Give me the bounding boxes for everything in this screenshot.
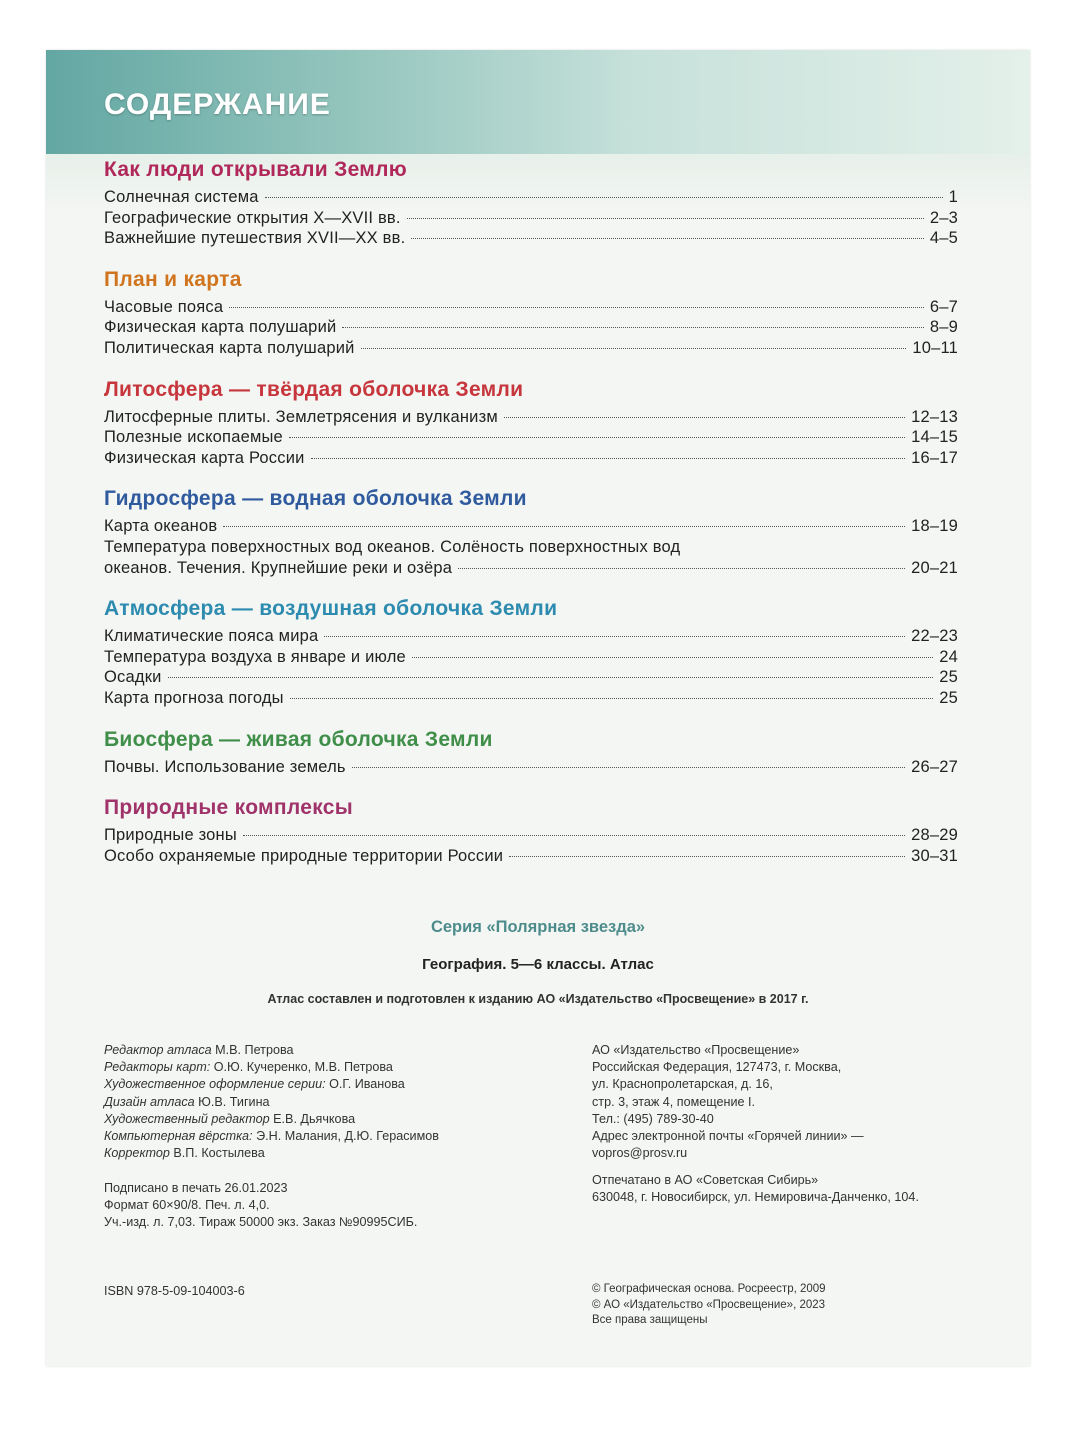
toc-leader-dots	[509, 856, 905, 857]
credit-line	[104, 1145, 544, 1162]
toc-entry[interactable]	[104, 427, 958, 448]
toc-page-number: 16–17	[911, 448, 958, 467]
printer-line: 630048, г. Новосибирск, ул. Немировича-Данченко, 104.	[592, 1190, 919, 1205]
toc-entry[interactable]	[104, 537, 958, 558]
credit-name: М.В. Петрова	[215, 1043, 294, 1057]
toc-section-title: Природные комплексы	[104, 796, 353, 820]
toc-entry-title: Солнечная система	[104, 188, 259, 206]
copyright-info	[592, 1282, 1012, 1329]
credits-list	[104, 1042, 544, 1162]
toc-entry[interactable]	[104, 448, 958, 469]
toc-section	[104, 709, 958, 778]
toc-entry[interactable]	[104, 846, 958, 867]
section-gap	[104, 249, 958, 263]
section-gap	[104, 777, 958, 791]
toc-entry-title: Температура воздуха в январе и июле	[104, 647, 406, 666]
publisher-line: Российская Федерация, 127473, г. Москва,	[592, 1060, 842, 1075]
compiled-note: Атлас составлен и подготовлен к изданию АО «Издательство «Просвещение» в 2017 г.	[267, 992, 809, 1006]
toc-leader-dots	[342, 327, 923, 328]
toc-entry-title: Литосферные плиты. Землетрясения и вулканизм	[104, 407, 498, 426]
toc-entry[interactable]	[104, 208, 958, 229]
toc-leader-dots	[289, 437, 905, 438]
isbn: ISBN 978-5-09-104003-6	[104, 1284, 245, 1298]
toc-page-number: 25	[939, 688, 958, 707]
print-info-line: Уч.-изд. л. 7,03. Тираж 50000 экз. Заказ №90995СИБ.	[104, 1215, 418, 1230]
credit-line	[104, 1128, 544, 1145]
toc-leader-dots	[324, 636, 905, 637]
page-title: СОДЕРЖАНИЕ	[104, 88, 331, 121]
publisher-line: стр. 3, этаж 4, помещение I.	[592, 1094, 755, 1109]
credit-role: Корректор	[104, 1146, 170, 1161]
toc-leader-dots	[361, 348, 907, 349]
toc-entry-title: Температура поверхностных вод океанов. Солёность поверхностных вод	[104, 537, 681, 556]
toc-section-title: Биосфера — живая оболочка Земли	[104, 727, 493, 751]
toc-section-title: Литосфера — твёрдая оболочка Земли	[104, 377, 524, 401]
toc-entry-title: Карта океанов	[104, 517, 218, 536]
toc-page-number: 18–19	[911, 517, 958, 536]
toc-entry-title: Климатические пояса мира	[104, 627, 319, 646]
toc-section-title: Атмосфера — воздушная оболочка Земли	[104, 597, 558, 621]
toc-section-title: Как люди открывали Землю	[104, 158, 407, 181]
toc-page-number: 10–11	[912, 338, 958, 357]
publisher-line: ул. Краснопролетарская, д. 16,	[592, 1077, 773, 1092]
toc-entry[interactable]	[104, 516, 958, 537]
book-title: География. 5—6 классы. Атлас	[422, 956, 654, 973]
publisher-line: Тел.: (495) 789-30-40	[592, 1111, 714, 1126]
toc-leader-dots	[458, 568, 905, 569]
credit-name: В.П. Костылева	[173, 1146, 265, 1161]
section-gap	[104, 709, 958, 723]
copyright-line: © АО «Издательство «Просвещение», 2023	[592, 1298, 826, 1311]
toc-entry-title: Физическая карта России	[104, 448, 305, 467]
toc-entry[interactable]	[104, 626, 958, 647]
printer-info	[592, 1172, 1012, 1206]
atlas-page	[46, 50, 1030, 1366]
toc-page-number: 22–23	[911, 627, 958, 646]
toc-page-number: 30–31	[911, 846, 958, 865]
toc-leader-dots	[265, 197, 943, 198]
toc-entry-title: Физическая карта полушарий	[104, 318, 337, 337]
publisher-line: АО «Издательство «Просвещение»	[592, 1043, 800, 1057]
toc-page-number: 25	[939, 668, 958, 687]
publisher-email: vopros@prosv.ru	[592, 1146, 688, 1161]
toc-page-number: 20–21	[911, 558, 958, 577]
toc-entry[interactable]	[104, 407, 958, 428]
credit-line	[104, 1042, 544, 1059]
toc-entry-title: Географические открытия X—XVII вв.	[104, 208, 401, 227]
toc-entry-title: Карта прогноза погоды	[104, 688, 284, 707]
section-gap	[104, 578, 958, 592]
toc-entry[interactable]	[104, 297, 958, 318]
toc-entry-title: Почвы. Использование земель	[104, 757, 346, 776]
toc-section	[104, 359, 958, 469]
credit-role: Редакторы карт:	[104, 1060, 211, 1075]
toc-page-number: 2–3	[929, 208, 958, 227]
print-info-line: Формат 60×90/8. Печ. л. 4,0.	[104, 1198, 270, 1213]
credit-role: Компьютерная вёрстка:	[104, 1129, 253, 1144]
toc-leader-dots	[243, 835, 905, 836]
toc-section	[104, 578, 958, 708]
toc-page-number: 1	[948, 188, 958, 206]
toc-entry-title: Полезные ископаемые	[104, 428, 283, 447]
toc-entry-title: Особо охраняемые природные территории России	[104, 846, 504, 865]
credit-role: Дизайн атласа	[104, 1094, 195, 1109]
credit-role: Художественный редактор	[104, 1111, 270, 1126]
toc-page-number: 6–7	[929, 297, 958, 316]
credit-line	[104, 1076, 544, 1093]
series-name: Серия «Полярная звезда»	[430, 918, 646, 936]
toc-page-number: 4–5	[929, 229, 958, 248]
publisher-info	[592, 1042, 1012, 1162]
print-info-line: Подписано в печать 26.01.2023	[104, 1181, 288, 1195]
toc-entry-title: Важнейшие путешествия XVII—XX вв.	[104, 229, 406, 248]
toc-entry[interactable]	[104, 757, 958, 778]
credit-line	[104, 1094, 544, 1111]
toc-leader-dots	[229, 307, 924, 308]
section-gap	[104, 468, 958, 482]
toc-section	[104, 468, 958, 578]
toc-page-number: 28–29	[911, 826, 958, 845]
credit-name: Е.В. Дьячкова	[273, 1111, 356, 1126]
copyright-line: © Географическая основа. Росреестр, 2009	[592, 1283, 826, 1295]
toc-entry[interactable]	[104, 688, 958, 709]
toc-section-title: Гидросфера — водная оболочка Земли	[104, 487, 527, 511]
toc-page-number: 14–15	[911, 428, 958, 447]
toc-entry[interactable]	[104, 338, 958, 359]
copyright-line: Все права защищены	[592, 1314, 708, 1326]
toc-page-number: 12–13	[911, 407, 958, 426]
toc-entry-title: Осадки	[104, 668, 162, 687]
toc-page-number: 24	[939, 647, 958, 666]
toc-page-number: 26–27	[911, 757, 958, 776]
toc-leader-dots	[168, 677, 934, 678]
toc-section-title: План и карта	[104, 267, 242, 291]
credit-role: Художественное оформление серии:	[104, 1077, 326, 1092]
credit-line	[104, 1059, 544, 1076]
toc-entry[interactable]	[104, 667, 958, 688]
table-of-contents	[104, 153, 958, 866]
section-gap	[104, 359, 958, 373]
credit-name: Ю.В. Тигина	[198, 1094, 270, 1109]
toc-entry[interactable]	[104, 647, 958, 668]
toc-entry-title: Политическая карта полушарий	[104, 338, 355, 357]
toc-entry[interactable]	[104, 187, 958, 208]
credit-name: Э.Н. Малания, Д.Ю. Герасимов	[256, 1129, 439, 1144]
toc-entry[interactable]	[104, 228, 958, 249]
toc-leader-dots	[290, 698, 933, 699]
toc-entry-title: океанов. Течения. Крупнейшие реки и озёра	[104, 558, 453, 577]
credit-role: Редактор атласа	[104, 1043, 212, 1057]
toc-section	[104, 153, 958, 249]
toc-leader-dots	[223, 526, 905, 527]
toc-leader-dots	[504, 417, 905, 418]
toc-entry[interactable]	[104, 558, 958, 579]
toc-section	[104, 777, 958, 866]
credit-line	[104, 1111, 544, 1128]
publisher-line: Адрес электронной почты «Горячей линии» —	[592, 1129, 864, 1144]
toc-entry[interactable]	[104, 825, 958, 846]
print-info	[104, 1180, 544, 1232]
toc-entry-title: Часовые пояса	[104, 297, 224, 316]
toc-leader-dots	[407, 218, 924, 219]
toc-entry[interactable]	[104, 317, 958, 338]
toc-leader-dots	[352, 767, 905, 768]
toc-leader-dots	[411, 238, 923, 239]
printer-line: Отпечатано в АО «Советская Сибирь»	[592, 1173, 819, 1187]
toc-leader-dots	[412, 657, 933, 658]
credit-name: О.Г. Иванова	[329, 1077, 405, 1092]
toc-leader-dots	[311, 458, 906, 459]
toc-entry-title: Природные зоны	[104, 826, 237, 845]
credit-name: О.Ю. Кучеренко, М.В. Петрова	[213, 1060, 393, 1075]
toc-page-number: 8–9	[929, 318, 958, 337]
toc-section	[104, 249, 958, 359]
